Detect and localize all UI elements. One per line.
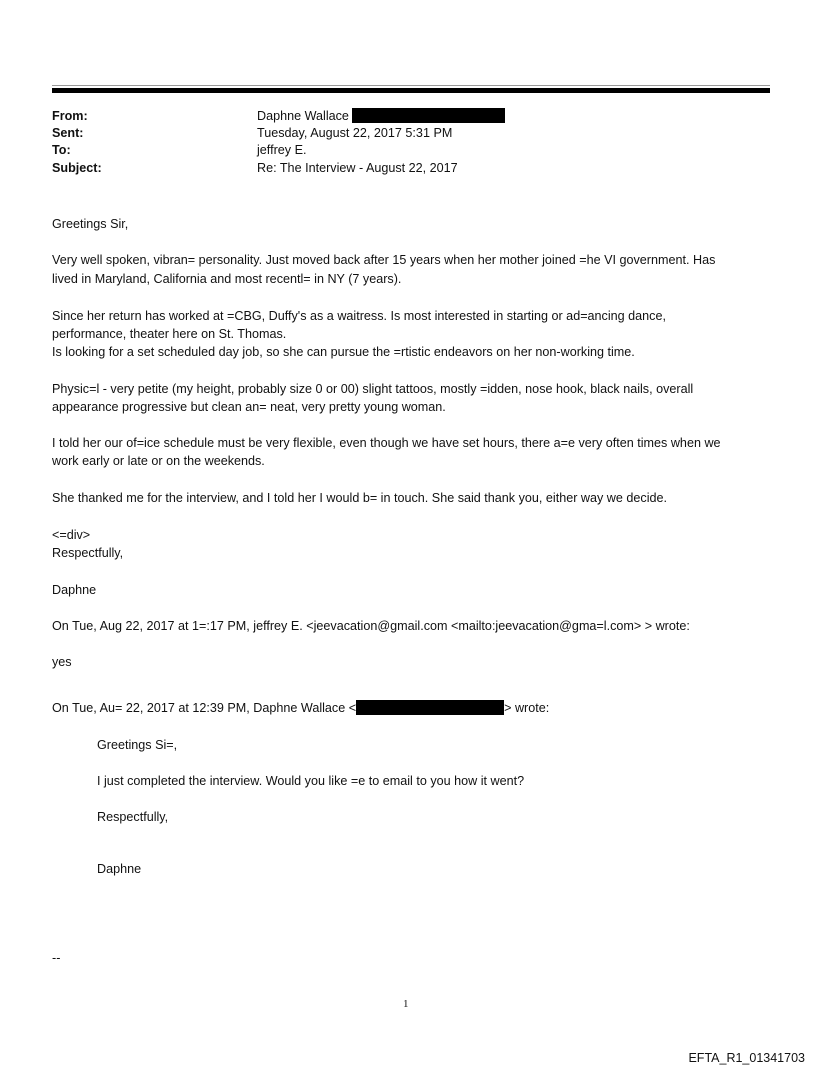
quoted-greeting: Greetings Si=, [97,738,178,752]
sent-value: Tuesday, August 22, 2017 5:31 PM [257,126,453,140]
document-id: EFTA_R1_01341703 [688,1051,805,1065]
page-number: 1 [403,998,409,1010]
paragraph-line: Is looking for a set scheduled day job, so she can pursue the =rtistic endeavors on her non-working time. [52,345,635,359]
to-label: To: [52,143,71,157]
div-tag-text: <=div> [52,528,91,542]
quoted-body: I just completed the interview. Would you like =e to email to you how it went? [97,774,525,788]
header-rule [52,88,770,93]
paragraph-line: She thanked me for the interview, and I told her I would b= in touch. She said thank you, either way we decide. [52,491,668,505]
signoff: Respectfully, [52,546,124,560]
paragraph-line: Since her return has worked at =CBG, Duffy's as a waitress. Is most interested in starting or ad=ancing dance, [52,309,666,323]
redaction-block [356,700,504,715]
subject-label: Subject: [52,161,102,175]
from-label: From: [52,109,88,123]
redaction-block [352,108,505,123]
signature: Daphne [52,583,97,597]
greeting: Greetings Sir, [52,217,129,231]
paragraph-line: work early or late or on the weekends. [52,454,265,468]
header-rule-thin [52,85,770,86]
paragraph-line: performance, theater here on St. Thomas. [52,327,287,341]
quote-header: On Tue, Aug 22, 2017 at 1=:17 PM, jeffrey E. <jeevacation@gmail.com <mailto:jeevacation@gma=l.com> > wrote: [52,619,690,633]
paragraph-line: Very well spoken, vibran= personality. Just moved back after 15 years when her mother joined =he VI government. Has [52,253,716,267]
subject-value: Re: The Interview - August 22, 2017 [257,161,458,175]
quote-header [52,700,549,716]
quote-body: yes [52,655,72,669]
quote-header-text: > wrote: [504,701,550,715]
from-name: Daphne Wallace [257,109,349,123]
separator: -- [52,951,61,965]
paragraph-line: appearance progressive but clean an= neat, very pretty young woman. [52,400,446,414]
paragraph-line: lived in Maryland, California and most recentl= in NY (7 years). [52,272,402,286]
paragraph-line: I told her our of=ice schedule must be very flexible, even though we have set hours, there a=e very often times when we [52,436,721,450]
sent-label: Sent: [52,126,84,140]
to-value: jeffrey E. [257,143,307,157]
from-value [257,108,505,124]
paragraph-line: Physic=l - very petite (my height, probably size 0 or 00) slight tattoos, mostly =idden, nose hook, black nails, overall [52,382,694,396]
quoted-signoff: Respectfully, [97,810,169,824]
quoted-signature: Daphne [97,862,142,876]
quote-header-text: On Tue, Au= 22, 2017 at 12:39 PM, Daphne Wallace < [52,701,357,715]
